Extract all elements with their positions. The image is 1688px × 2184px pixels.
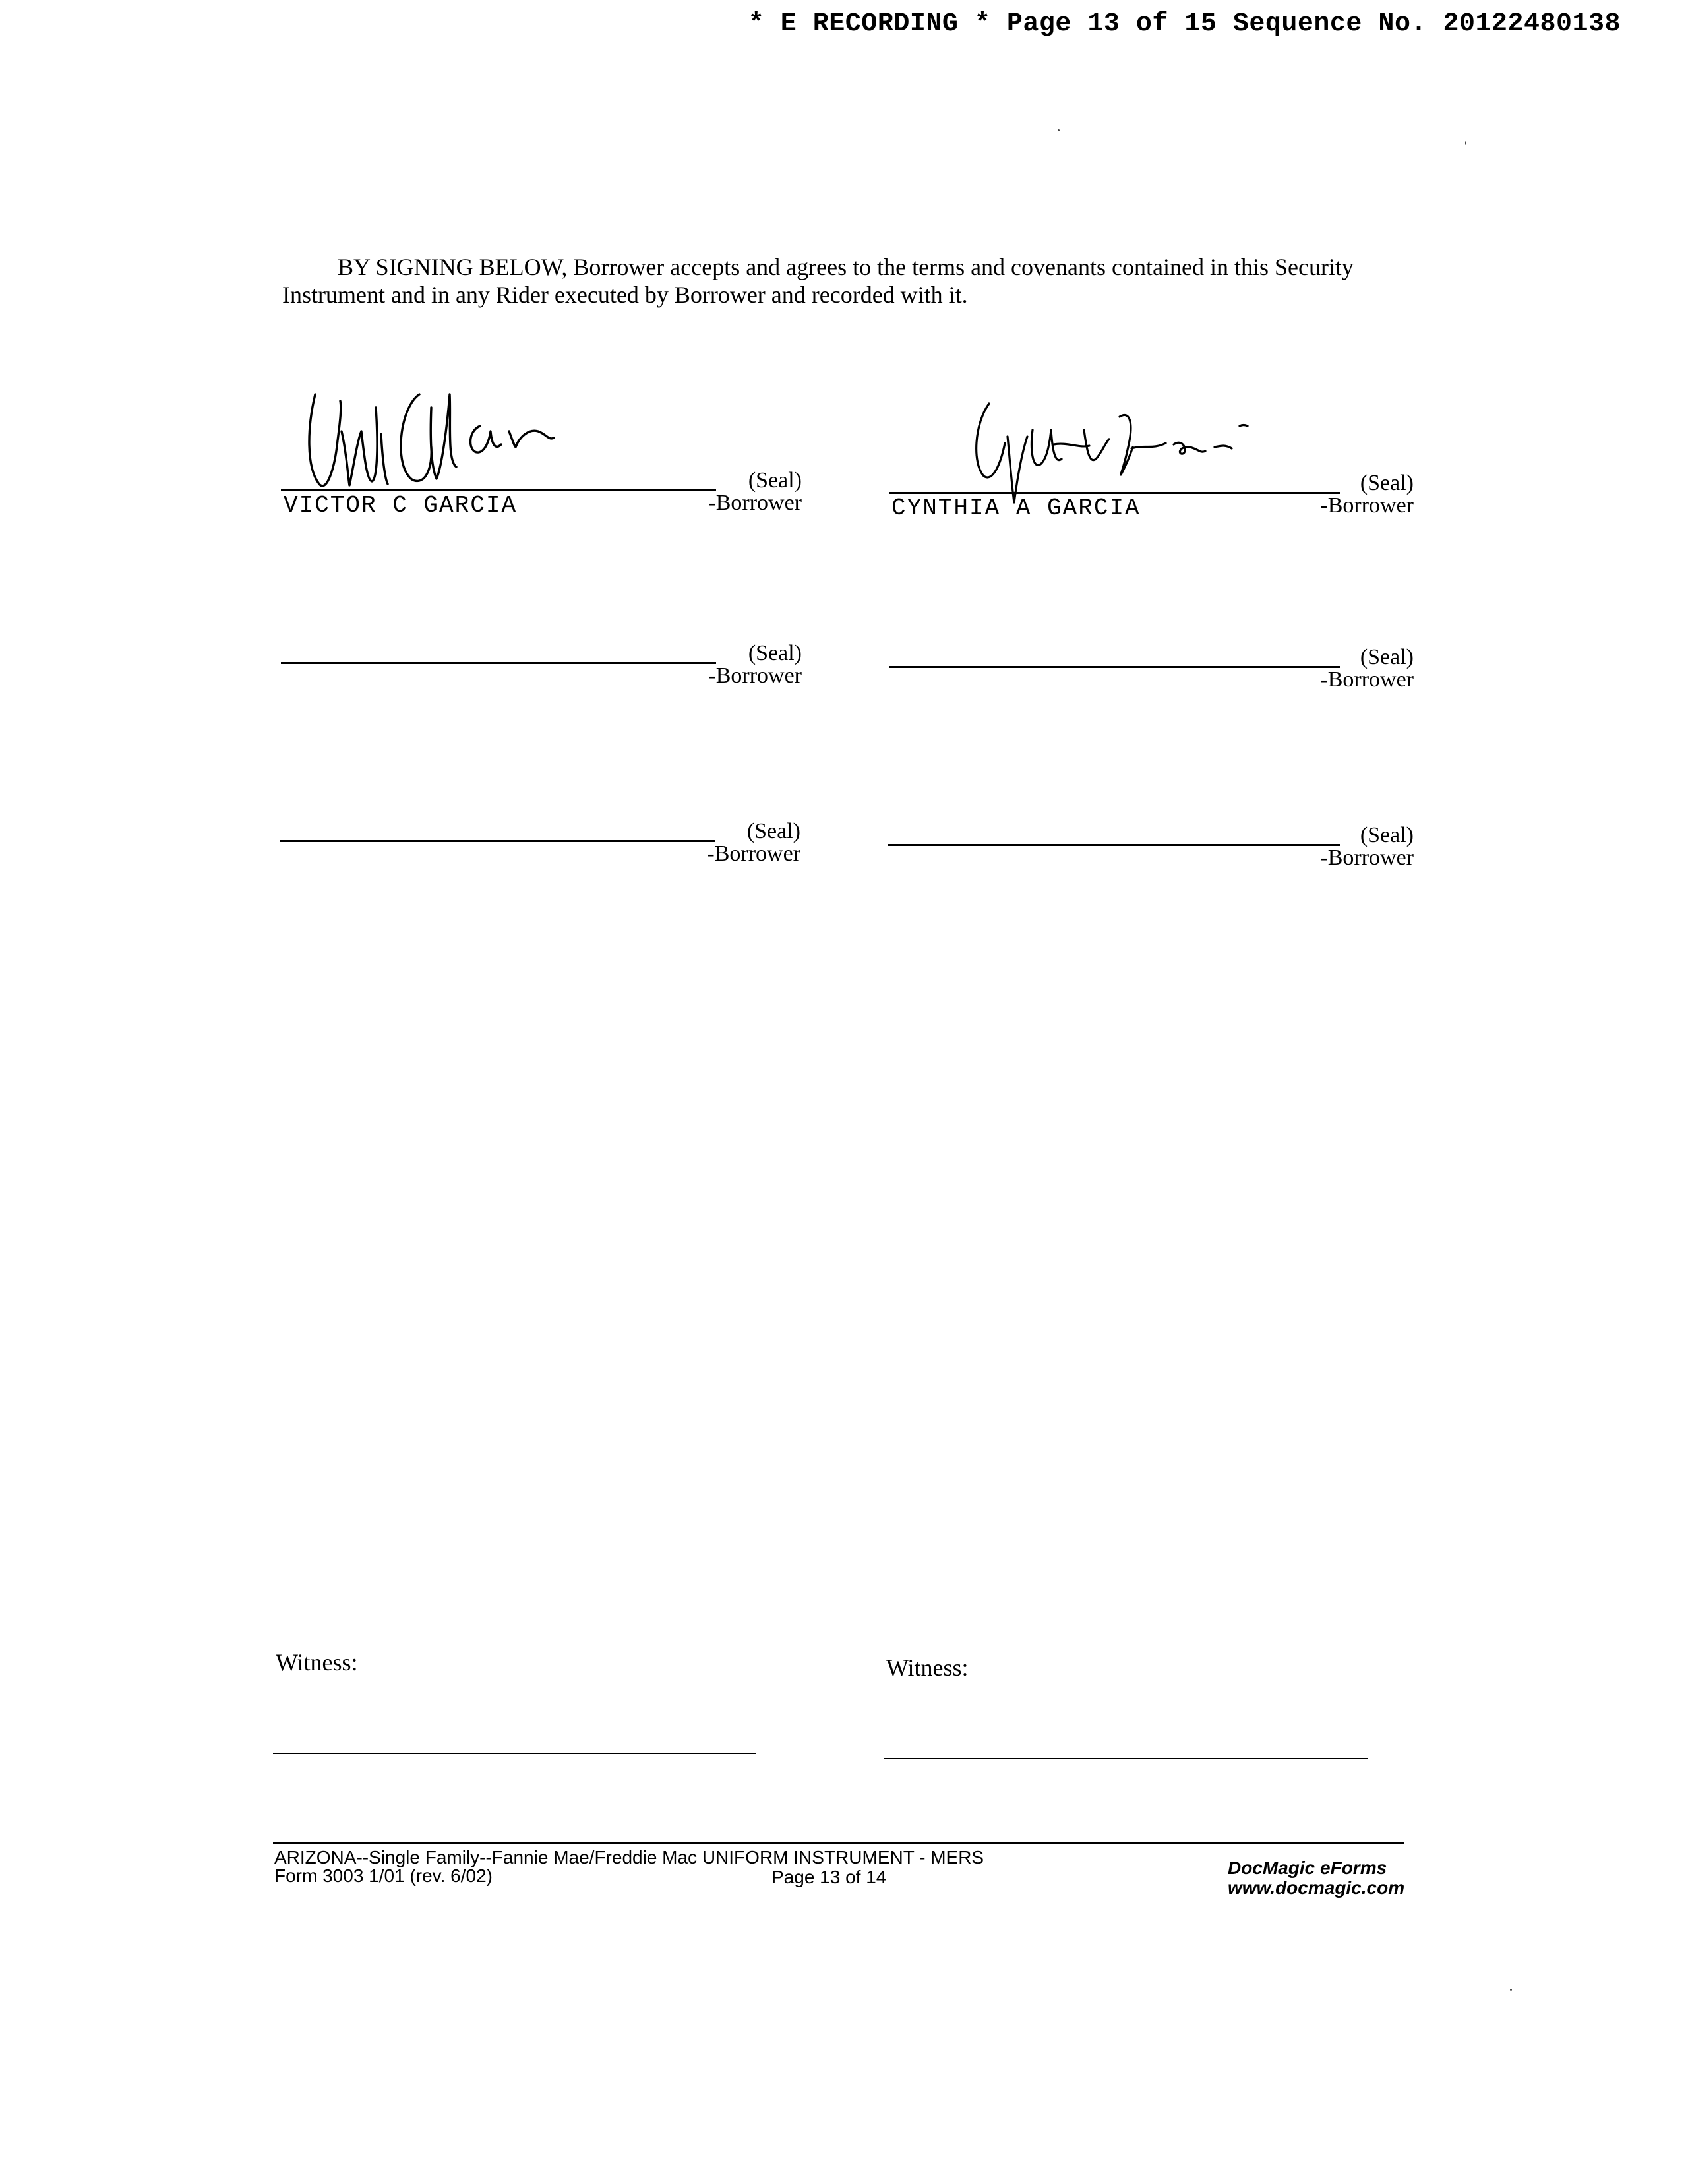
borrower-role-label: -Borrower [708, 491, 802, 515]
seal-label: (Seal) [746, 819, 800, 843]
borrower-6-signature-block [888, 815, 1414, 881]
signing-statement [282, 253, 1416, 309]
page-number: Page 13 of 14 [771, 1867, 887, 1887]
borrower-role-label: -Borrower [1320, 667, 1414, 692]
scan-speck [1510, 1989, 1512, 1991]
borrower-2-typed-name: CYNTHIA A GARCIA [891, 495, 1141, 522]
borrower-5-signature-line [280, 840, 715, 842]
scan-speck [1058, 129, 1060, 131]
borrower-4-signature-block [889, 637, 1414, 703]
borrower-role-label: -Borrower [1320, 845, 1414, 870]
seal-label: (Seal) [1360, 823, 1414, 847]
seal-label: (Seal) [748, 641, 802, 665]
seal-label: (Seal) [748, 468, 802, 493]
borrower-2-signature-line [889, 492, 1340, 494]
witness-line-left [273, 1753, 756, 1754]
borrower-role-label: -Borrower [708, 663, 802, 688]
borrower-1-handwritten-signature [301, 368, 578, 500]
borrower-role-label: -Borrower [707, 841, 800, 866]
borrower-1-signature-line [281, 489, 716, 491]
borrower-3-signature-line [281, 662, 716, 664]
borrower-1-typed-name: VICTOR C GARCIA [284, 492, 518, 519]
borrower-4-signature-line [889, 666, 1340, 668]
seal-label: (Seal) [1360, 645, 1414, 669]
witness-label-right: Witness: [886, 1654, 969, 1681]
witness-label-left: Witness: [276, 1649, 358, 1676]
seal-label: (Seal) [1360, 471, 1414, 495]
witness-line-right [884, 1758, 1368, 1759]
form-number: Form 3003 1/01 (rev. 6/02) [274, 1866, 493, 1886]
borrower-1-signature-block [281, 460, 802, 526]
borrower-2-handwritten-signature [955, 390, 1258, 509]
form-title: ARIZONA--Single Family--Fannie Mae/Freddie Mac UNIFORM INSTRUMENT - MERS [274, 1847, 984, 1867]
brand-website: www.docmagic.com [1228, 1877, 1405, 1898]
borrower-6-signature-line [888, 844, 1340, 846]
signing-statement-text: BY SIGNING BELOW, Borrower accepts and agrees to the terms and covenants contained in this Security Instrument and in any Rider executed by Borrower and recorded with it. [282, 254, 1354, 308]
borrower-3-signature-block [281, 633, 802, 699]
scan-speck [1465, 141, 1466, 145]
brand-name: DocMagic eForms [1228, 1858, 1387, 1878]
recording-stamp: * E RECORDING * Page 13 of 15 Sequence No. 20122480138 [748, 9, 1621, 39]
borrower-role-label: -Borrower [1320, 493, 1414, 518]
borrower-2-signature-block [889, 463, 1414, 529]
footer-rule [273, 1842, 1404, 1844]
docmagic-logo [1228, 1858, 1403, 1898]
borrower-5-signature-block [280, 811, 800, 877]
